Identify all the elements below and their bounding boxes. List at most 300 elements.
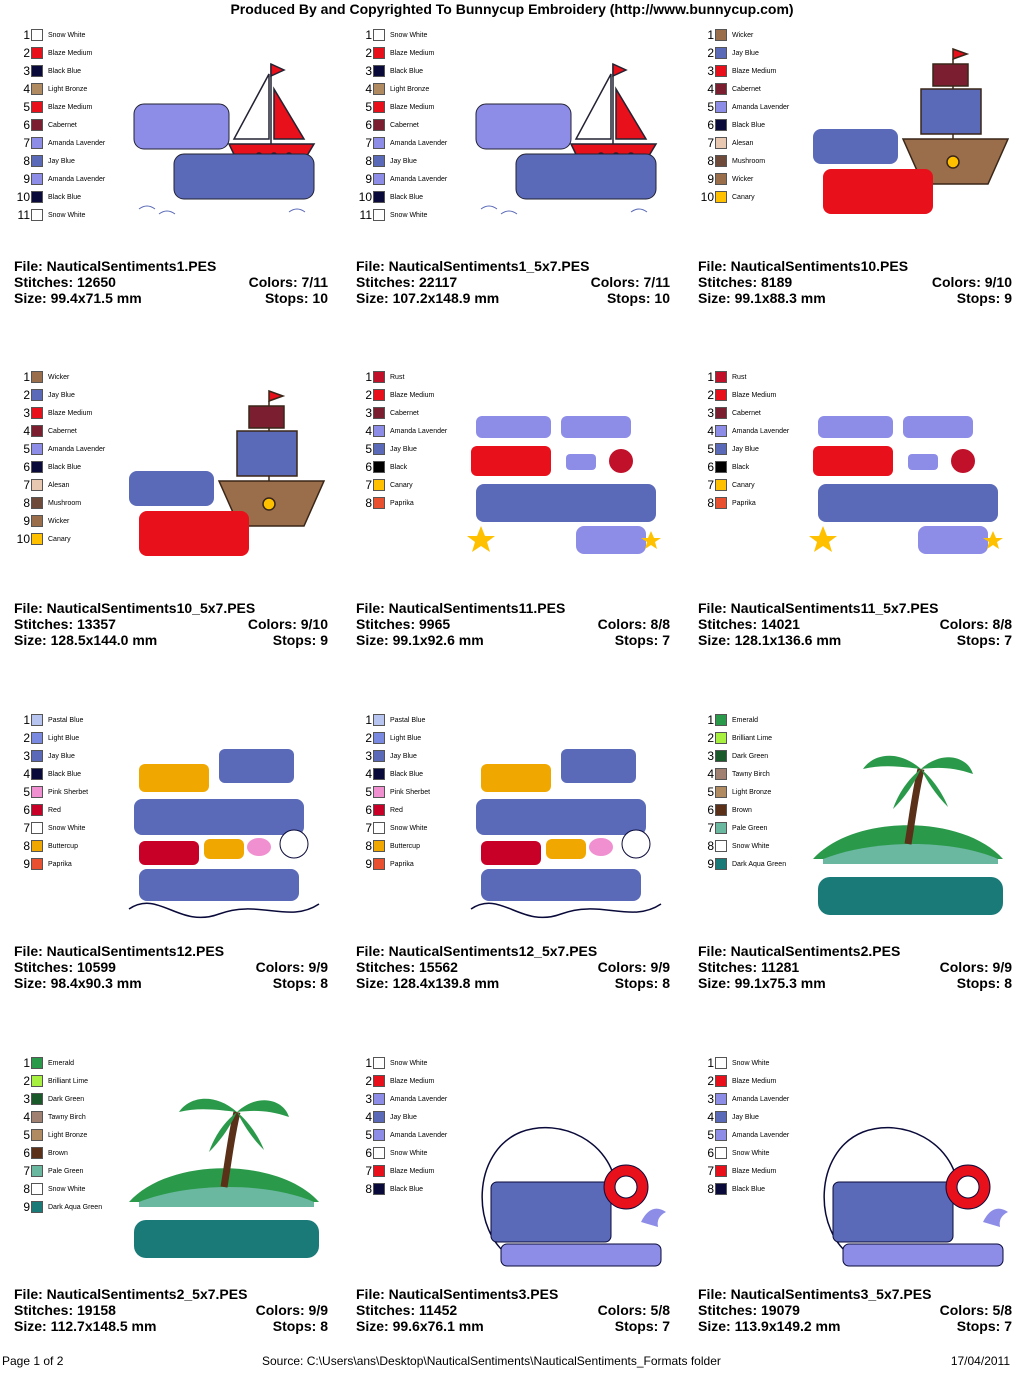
palette-row [698, 134, 789, 152]
color-swatch [715, 1093, 727, 1105]
palette-row [14, 1054, 102, 1072]
file-name: NauticalSentiments1_5x7.PES [388, 258, 590, 274]
colors-value: 9/9 [308, 1302, 328, 1318]
thread-name: Jay Blue [48, 157, 75, 165]
palette-number: 3 [365, 406, 372, 420]
stops-label: Stops: [956, 632, 1005, 648]
color-swatch [31, 65, 43, 77]
design-info [356, 943, 670, 991]
palette-number: 8 [365, 1182, 372, 1196]
palette-number: 4 [707, 1110, 714, 1124]
stops-value: 8 [662, 975, 670, 991]
color-swatch [715, 1075, 727, 1087]
size-label: Size: [14, 1318, 51, 1334]
design-artwork [461, 1062, 671, 1277]
palette-row [14, 170, 105, 188]
palette-row [356, 1162, 447, 1180]
palette-row [356, 476, 447, 494]
thread-name: Rust [390, 373, 405, 381]
palette-number: 1 [707, 713, 714, 727]
file-name: NauticalSentiments1.PES [46, 258, 217, 274]
palette-number: 8 [707, 1182, 714, 1196]
palette-row [356, 729, 430, 747]
color-swatch [715, 750, 727, 762]
page-header: Produced By and Copyrighted To Bunnycup Embroidery (http://www.bunnycup.com) [230, 1, 794, 17]
palette-number: 1 [365, 1056, 372, 1070]
colors-value: 5/8 [650, 1302, 670, 1318]
palette-number: 2 [707, 1074, 714, 1088]
thread-name: Canary [732, 193, 755, 201]
thread-name: Black Blue [48, 67, 82, 75]
palette-number: 8 [365, 496, 372, 510]
palette-row [14, 494, 105, 512]
palette-row [14, 386, 105, 404]
palette-number: 8 [23, 839, 30, 853]
file-name: NauticalSentiments3_5x7.PES [730, 1286, 932, 1302]
color-swatch [715, 858, 727, 870]
palette-number: 1 [365, 713, 372, 727]
thread-name: Snow White [390, 31, 428, 39]
size-value: 113.9x149.2 mm [734, 1318, 841, 1334]
thread-name: Emerald [732, 716, 759, 724]
palette-number: 5 [365, 442, 372, 456]
thread-name: Red [48, 806, 61, 814]
palette-row [356, 458, 447, 476]
palette-number: 1 [23, 370, 30, 384]
palette-number: 7 [707, 478, 714, 492]
size-value: 99.1x88.3 mm [734, 290, 826, 306]
colors-line [940, 616, 1012, 632]
palette-row [698, 494, 789, 512]
design-card [14, 20, 336, 350]
palette-number: 6 [707, 803, 714, 817]
colors-label: Colors: [939, 616, 993, 632]
palette-row [698, 188, 789, 206]
palette-row [14, 80, 105, 98]
thread-name: Amanda Lavender [48, 175, 106, 183]
palette-number: 8 [707, 839, 714, 853]
stops-value: 9 [320, 632, 328, 648]
thread-name: Amanda Lavender [390, 175, 448, 183]
stops-line [273, 1318, 328, 1334]
thread-name: Pale Green [48, 1167, 84, 1175]
thread-name: Blaze Medium [732, 67, 777, 75]
palette-row [14, 26, 105, 44]
palette-row [356, 422, 447, 440]
color-swatch [715, 47, 727, 59]
palette-row [698, 837, 786, 855]
stitches-line [14, 959, 116, 975]
stitches-line [698, 616, 800, 632]
palette-number: 9 [365, 857, 372, 871]
thread-name: Buttercup [48, 842, 78, 850]
color-swatch [31, 425, 43, 437]
color-swatch [715, 732, 727, 744]
palette-row [14, 1180, 102, 1198]
thread-name: Light Bronze [390, 85, 430, 93]
palette-number: 9 [23, 172, 30, 186]
file-label: File: [14, 1286, 47, 1302]
color-swatch [373, 497, 385, 509]
palette-number: 2 [23, 46, 30, 60]
design-card [698, 20, 1020, 350]
thread-name: Black Blue [390, 770, 424, 778]
size-value: 98.4x90.3 mm [50, 975, 142, 991]
color-swatch [31, 1129, 43, 1141]
color-swatch [31, 155, 43, 167]
thread-name: Paprika [390, 860, 414, 868]
palette-number: 10 [358, 190, 372, 204]
colors-label: Colors: [597, 959, 651, 975]
thread-name: Brilliant Lime [48, 1077, 89, 1085]
colors-line [932, 274, 1012, 290]
stitches-line [698, 1302, 800, 1318]
thread-name: Canary [390, 481, 413, 489]
palette-row [356, 188, 447, 206]
color-swatch [31, 1165, 43, 1177]
palette-number: 3 [23, 64, 30, 78]
palette-row [698, 801, 786, 819]
thread-name: Black Blue [732, 121, 766, 129]
thread-name: Jay Blue [390, 445, 417, 453]
palette-number: 1 [23, 713, 30, 727]
size-line [698, 290, 826, 306]
palette-number: 6 [23, 1146, 30, 1160]
palette-row [698, 1144, 789, 1162]
palette-number: 1 [365, 28, 372, 42]
color-swatch [715, 425, 727, 437]
palette-row [14, 1108, 102, 1126]
color-swatch [715, 443, 727, 455]
thread-name: Blaze Medium [390, 391, 435, 399]
color-swatch [715, 119, 727, 131]
palette-number: 9 [23, 1200, 30, 1214]
color-swatch [31, 191, 43, 203]
size-line [356, 632, 484, 648]
palette-row [698, 458, 789, 476]
size-value: 107.2x148.9 mm [392, 290, 500, 306]
color-swatch [373, 371, 385, 383]
palette-number: 5 [707, 785, 714, 799]
size-line [356, 975, 499, 991]
palette-number: 6 [23, 460, 30, 474]
thread-name: Rust [732, 373, 747, 381]
palette-number: 5 [365, 100, 372, 114]
thread-name: Pink Sherbet [48, 788, 89, 796]
palette-row [356, 765, 430, 783]
stops-line [957, 290, 1012, 306]
palette-row [356, 116, 447, 134]
palette-row [356, 1126, 447, 1144]
color-swatch [373, 425, 385, 437]
stops-value: 7 [662, 1318, 670, 1334]
thread-name: Buttercup [390, 842, 420, 850]
palette-row [356, 1054, 447, 1072]
thread-palette [14, 1054, 102, 1216]
palette-row [14, 801, 88, 819]
size-label: Size: [698, 975, 735, 991]
thread-name: Snow White [732, 1149, 770, 1157]
thread-name: Paprika [48, 860, 72, 868]
file-label: File: [356, 258, 389, 274]
file-line [356, 600, 670, 616]
stitches-line [356, 274, 457, 290]
stitches-value: 13357 [77, 616, 116, 632]
color-swatch [715, 461, 727, 473]
file-label: File: [356, 1286, 389, 1302]
palette-row [698, 62, 789, 80]
stops-line [615, 1318, 670, 1334]
palette-row [356, 44, 447, 62]
palette-number: 9 [23, 514, 30, 528]
file-label: File: [698, 600, 731, 616]
palette-number: 4 [23, 1110, 30, 1124]
design-artwork [461, 719, 671, 934]
palette-row [698, 711, 786, 729]
stops-value: 7 [1004, 632, 1012, 648]
file-line [698, 943, 1012, 959]
thread-name: Jay Blue [48, 752, 75, 760]
colors-label: Colors: [931, 274, 985, 290]
stops-line [957, 975, 1012, 991]
palette-number: 1 [707, 1056, 714, 1070]
file-name: NauticalSentiments2.PES [730, 943, 901, 959]
size-value: 99.1x92.6 mm [392, 632, 484, 648]
thread-name: Amanda Lavender [732, 1095, 790, 1103]
stops-value: 8 [1004, 975, 1012, 991]
color-swatch [715, 191, 727, 203]
palette-row [698, 1162, 789, 1180]
thread-name: Wicker [732, 31, 754, 39]
palette-row [14, 368, 105, 386]
color-swatch [715, 65, 727, 77]
palette-number: 6 [23, 118, 30, 132]
palette-row [14, 530, 105, 548]
file-line [356, 258, 670, 274]
thread-name: Snow White [732, 842, 770, 850]
palette-row [14, 1162, 102, 1180]
thread-name: Tawny Birch [732, 770, 770, 778]
stitches-label: Stitches: [698, 274, 762, 290]
colors-line [940, 959, 1012, 975]
thread-name: Black Blue [48, 193, 82, 201]
color-swatch [373, 858, 385, 870]
size-line [14, 1318, 156, 1334]
thread-name: Alesan [732, 139, 754, 147]
palette-number: 4 [365, 767, 372, 781]
palette-number: 5 [707, 1128, 714, 1142]
thread-name: Snow White [48, 31, 86, 39]
file-label: File: [698, 943, 731, 959]
thread-palette [356, 26, 447, 224]
palette-row [698, 170, 789, 188]
palette-number: 9 [365, 172, 372, 186]
palette-row [698, 422, 789, 440]
palette-row [698, 80, 789, 98]
color-swatch [373, 407, 385, 419]
thread-name: Light Bronze [732, 788, 772, 796]
color-swatch [31, 137, 43, 149]
colors-label: Colors: [590, 274, 644, 290]
stitches-value: 9965 [419, 616, 451, 632]
size-label: Size: [356, 290, 393, 306]
color-swatch [31, 804, 43, 816]
color-swatch [715, 155, 727, 167]
color-swatch [715, 768, 727, 780]
size-line [14, 632, 157, 648]
size-line [698, 632, 841, 648]
size-value: 112.7x148.5 mm [50, 1318, 157, 1334]
thread-name: Pink Sherbet [390, 788, 431, 796]
stops-label: Stops: [272, 975, 321, 991]
palette-row [698, 1108, 789, 1126]
design-card [356, 20, 678, 350]
design-card [698, 1048, 1020, 1378]
stops-value: 9 [1004, 290, 1012, 306]
palette-row [356, 170, 447, 188]
thread-name: Black Blue [390, 193, 424, 201]
stitches-label: Stitches: [356, 959, 420, 975]
palette-row [14, 1144, 102, 1162]
stitches-line [356, 959, 458, 975]
palette-row [14, 44, 105, 62]
color-swatch [31, 840, 43, 852]
file-line [356, 1286, 670, 1302]
color-swatch [715, 497, 727, 509]
color-swatch [31, 768, 43, 780]
color-swatch [31, 1057, 43, 1069]
color-swatch [31, 119, 43, 131]
palette-row [698, 404, 789, 422]
color-swatch [373, 1075, 385, 1087]
color-swatch [31, 1201, 43, 1213]
size-label: Size: [356, 975, 393, 991]
palette-number: 6 [23, 803, 30, 817]
palette-row [356, 855, 430, 873]
color-swatch [715, 840, 727, 852]
thread-name: Amanda Lavender [732, 427, 790, 435]
color-swatch [373, 732, 385, 744]
stops-label: Stops: [606, 290, 655, 306]
size-label: Size: [14, 975, 51, 991]
thread-name: Blaze Medium [390, 103, 435, 111]
thread-name: Black Blue [390, 1185, 424, 1193]
palette-row [356, 386, 447, 404]
palette-number: 6 [707, 118, 714, 132]
design-artwork [119, 1062, 329, 1277]
size-value: 128.1x136.6 mm [734, 632, 842, 648]
thread-name: Cabernet [732, 409, 761, 417]
palette-number: 7 [23, 136, 30, 150]
palette-row [14, 1198, 102, 1216]
palette-number: 6 [365, 1146, 372, 1160]
thread-name: Snow White [390, 824, 428, 832]
stops-label: Stops: [272, 632, 321, 648]
colors-line [598, 959, 670, 975]
color-swatch [31, 1183, 43, 1195]
color-swatch [373, 83, 385, 95]
thread-palette [698, 368, 789, 512]
palette-row [14, 116, 105, 134]
thread-palette [14, 711, 88, 873]
thread-name: Wicker [48, 517, 70, 525]
stitches-line [698, 274, 792, 290]
design-card [356, 705, 678, 1035]
color-swatch [373, 191, 385, 203]
color-swatch [31, 858, 43, 870]
thread-name: Red [390, 806, 403, 814]
size-value: 99.4x71.5 mm [50, 290, 142, 306]
thread-name: Blaze Medium [732, 1167, 777, 1175]
design-artwork [803, 376, 1013, 591]
file-label: File: [698, 258, 731, 274]
thread-name: Light Bronze [48, 85, 88, 93]
stitches-value: 22117 [419, 274, 458, 290]
palette-row [14, 422, 105, 440]
color-swatch [373, 750, 385, 762]
palette-row [698, 98, 789, 116]
palette-row [356, 404, 447, 422]
thread-name: Light Blue [390, 734, 422, 742]
thread-name: Black [390, 463, 408, 471]
palette-row [698, 819, 786, 837]
file-label: File: [14, 600, 47, 616]
stitches-label: Stitches: [356, 616, 420, 632]
file-label: File: [14, 943, 47, 959]
colors-line [249, 274, 328, 290]
palette-number: 7 [23, 478, 30, 492]
palette-number: 1 [365, 370, 372, 384]
thread-name: Snow White [732, 1059, 770, 1067]
thread-name: Paprika [390, 499, 414, 507]
color-swatch [715, 804, 727, 816]
design-card [356, 362, 678, 692]
color-swatch [31, 29, 43, 41]
design-artwork [119, 719, 329, 934]
thread-palette [14, 368, 105, 548]
design-card [14, 362, 336, 692]
palette-number: 6 [365, 118, 372, 132]
palette-row [356, 440, 447, 458]
colors-line [256, 1302, 328, 1318]
palette-number: 7 [707, 1164, 714, 1178]
design-artwork [119, 376, 329, 591]
palette-row [356, 747, 430, 765]
palette-row [14, 1090, 102, 1108]
palette-row [698, 855, 786, 873]
color-swatch [373, 29, 385, 41]
file-line [14, 1286, 328, 1302]
palette-row [356, 26, 447, 44]
color-swatch [373, 479, 385, 491]
palette-row [356, 837, 430, 855]
color-swatch [715, 1129, 727, 1141]
stitches-line [698, 959, 799, 975]
palette-number: 2 [365, 46, 372, 60]
thread-name: Dark Aqua Green [48, 1203, 103, 1211]
palette-number: 2 [707, 46, 714, 60]
color-swatch [373, 101, 385, 113]
palette-number: 3 [707, 1092, 714, 1106]
size-label: Size: [698, 632, 735, 648]
thread-name: Jay Blue [732, 445, 759, 453]
source-path: Source: C:\Users\ans\Desktop\NauticalSentiments\NauticalSentiments_Formats folder [262, 1354, 721, 1368]
design-card [698, 362, 1020, 692]
thread-name: Black [732, 463, 750, 471]
thread-name: Black Blue [732, 1185, 766, 1193]
thread-name: Canary [48, 535, 71, 543]
thread-name: Dark Aqua Green [732, 860, 787, 868]
